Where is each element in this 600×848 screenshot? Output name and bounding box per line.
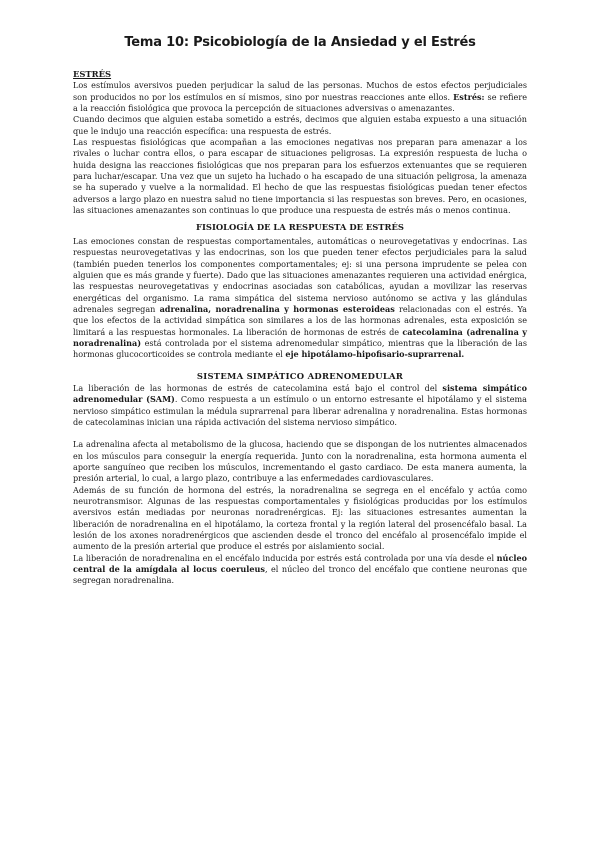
bold-term: eje hipotálamo-hipofisario-suprarrenal. [285, 349, 465, 360]
bold-term: catecolamina (adrenalina y noradrenalina) [73, 326, 528, 348]
text-span: . Como respuesta a un estímulo o un entorno estresante el hipotálamo y el sistema nervioso simpático estimulan la médula suprarrenal para liberar adrenalina y noradrenalina. Estas hormonas de catecolaminas inician una rápida activación del sistema nervioso simpático. [73, 394, 527, 427]
paragraph [73, 236, 527, 361]
blank-line [73, 428, 527, 439]
text-span: Los estímulos aversivos pueden perjudicar la salud de las personas. Muchos de estos efectos perjudiciales son producidos no por los estímulos en sí mismos, sino por nuestras reacciones ante ellos. [73, 80, 527, 102]
section-heading-estres: ESTRÉS [73, 69, 112, 79]
text-span: está controlada por el sistema adrenomedular simpático, mientras que la liberación de las hormonas glucocorticoides se controla mediante el [73, 337, 527, 360]
text-span: , el núcleo del tronco del encéfalo que contiene neuronas que segregan noradrenalina. [73, 564, 527, 586]
paragraph [73, 383, 527, 428]
text-span: La liberación de noradrenalina en el encéfalo inducida por estrés está controlada por una vía desde el [73, 552, 497, 563]
text-span: Las emociones constan de respuestas comportamentales, automáticas o neurovegetativas y endocrinas. Las respuestas neurovegetativas y las endocrinas, son los que pueden tener efectos perjudiciales para la salud (también pueden tenerlos los componentes comportamentales; ej: si una persona imprudente se pelea con alguien que es más grande y fuerte). Dado que las situaciones amenazantes requieren una actividad enérgica, las respuestas neurovegetativas y endocrinas asociadas son catabólicas, ayudan a movilizar las reservas energéticas del organismo. La rama simpática del sistema nervioso autónomo se activa y las glándulas adrenales segregan [73, 235, 527, 314]
paragraph [73, 80, 527, 114]
bold-term: sistema simpático adrenomedular (SAM) [73, 382, 527, 405]
paragraph: Además de su función de hormona del estrés, la noradrenalina se segrega en el encéfalo y actúa como neurotransmisor. Algunas de las respuestas comportamentales y fisiológicas producidas por los estímulos aversivos están mediadas por neuronas noradrenérgicas. Ej: las situaciones estresantes aumentan la liberación de noradrenalina en el hipotálamo, la corteza frontal y la región lateral del prosencéfalo basal. La lesión de los axones noradrenérgicos que ascienden desde el tronco del encéfalo al prosencéfalo impide el aumento de la presión arterial que produce el estrés por aislamiento social. [73, 484, 527, 552]
page-title: Tema 10: Psicobiología de la Ansiedad y el Estrés [124, 35, 476, 50]
section-heading-fisiologia: FISIOLOGÍA DE LA RESPUESTA DE ESTRÉS [196, 222, 404, 233]
bold-term: núcleo central de la amígdala al locus coeruleus [73, 552, 527, 575]
bold-term: adrenalina, noradrenalina y hormonas esteroideas [159, 303, 395, 314]
paragraph [73, 553, 527, 587]
paragraph: Las respuestas fisiológicas que acompañan a las emociones negativas nos preparan para amenazar a los rivales o luchar contra ellos, o para escapar de situaciones peligrosas. La expresión respuesta de lucha o huida designa las reacciones fisiológicas que nos preparan para los esfuerzos extenuantes que se requieren para luchar/escapar. Una vez que un sujeto ha luchado o ha escapado de una situación peligrosa, la amenaza se ha superado y vuelve a la normalidad. El hecho de que las respuestas fisiológicas puedan tener efectos adversos a largo plazo en nuestra salud no tiene importancia si las respuestas son breves. Pero, en ocasiones, las situaciones amenazantes son continuas lo que produce una respuesta de estrés más o menos continua. [73, 137, 527, 216]
bold-term: Estrés: [453, 91, 485, 102]
section-heading-simpatico: SISTEMA SIMPÁTICO ADRENOMEDULAR [196, 370, 404, 381]
document-page [73, 34, 527, 587]
text-span: se refiere a la reacción fisiológica que provoca la percepción de situaciones adversivas o amenazantes. [73, 91, 527, 114]
paragraph: La adrenalina afecta al metabolismo de la glucosa, haciendo que se dispongan de los nutrientes almacenados en los músculos para conseguir la energía requerida. Junto con la noradrenalina, esta hormona aumenta el aporte sanguíneo que reciben los músculos, incrementando el gasto cardiaco. De esta manera aumenta, la presión arterial, lo cual, a largo plazo, contribuye a las enfermedades cardiovasculares. [73, 439, 527, 484]
text-span: relacionadas con el estrés. Ya que los efectos de la actividad simpática son similares a los de las hormonas adrenales, esta exposición se limitará a las respuestas hormonales. La liberación de hormonas de estrés de [73, 303, 527, 337]
paragraph: Cuando decimos que alguien estaba sometido a estrés, decimos que alguien estaba expuesto a una situación que le indujo una reacción específica: una respuesta de estrés. [73, 114, 527, 136]
text-span: La liberación de las hormonas de estrés de catecolamina está bajo el control del [73, 382, 443, 393]
